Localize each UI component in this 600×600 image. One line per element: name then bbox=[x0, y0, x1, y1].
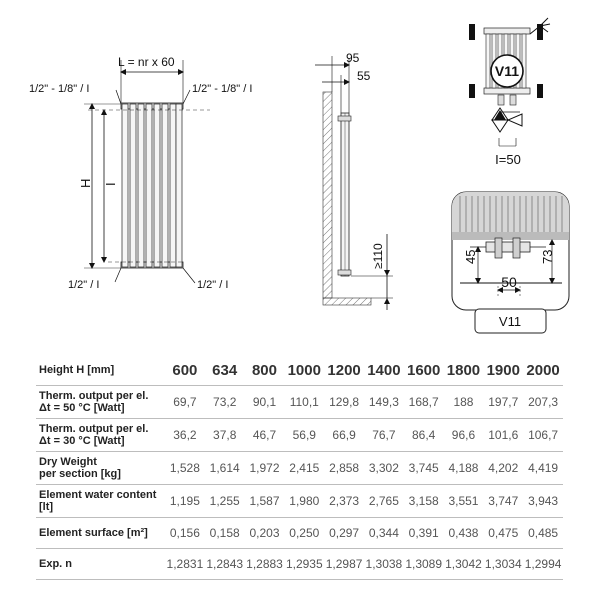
table-cell: 46,7 bbox=[252, 428, 277, 442]
height-column: 1600 bbox=[406, 361, 441, 379]
table-cell: 197,7 bbox=[488, 395, 519, 409]
table-row bbox=[36, 419, 563, 452]
row-label: Therm. output per el. Δt = 30 °C [Watt] bbox=[39, 423, 149, 447]
valve-view bbox=[469, 18, 550, 167]
table-cell: 56,9 bbox=[292, 428, 316, 442]
specification-table bbox=[36, 355, 563, 580]
table-cell: 101,6 bbox=[488, 428, 519, 442]
table-cell: 0,438 bbox=[448, 526, 479, 540]
table-cell: 188 bbox=[453, 395, 474, 409]
table-cell: 1,614 bbox=[209, 461, 240, 475]
table-cell: 1,3042 bbox=[445, 557, 482, 571]
table-cell: 1,2883 bbox=[246, 557, 283, 571]
table-cell: 149,3 bbox=[368, 395, 399, 409]
table-cell: 86,4 bbox=[412, 428, 436, 442]
table-cell: 69,7 bbox=[173, 395, 197, 409]
valve-spacing-label: I=50 bbox=[495, 152, 521, 167]
inner-height-label: I bbox=[103, 182, 118, 186]
table-cell: 0,156 bbox=[169, 526, 200, 540]
height-label: H bbox=[78, 178, 93, 188]
table-cell: 0,203 bbox=[249, 526, 280, 540]
table-cell: 168,7 bbox=[408, 395, 439, 409]
table-cell: 1,3038 bbox=[365, 557, 403, 571]
table-cell: 76,7 bbox=[372, 428, 396, 442]
table-cell: 1,195 bbox=[169, 494, 200, 508]
depth-outer-label: 95 bbox=[346, 51, 360, 65]
table-cell: 1,972 bbox=[249, 461, 280, 475]
table-row bbox=[36, 549, 563, 580]
detail-dim-center: 50 bbox=[501, 274, 517, 290]
connection-bottom-left: 1/2" / I bbox=[68, 279, 100, 291]
detail-dim-right: 73 bbox=[540, 249, 555, 264]
table-cell: 1,2843 bbox=[206, 557, 244, 571]
table-cell: 1,2994 bbox=[524, 557, 562, 571]
table-cell: 106,7 bbox=[528, 428, 559, 442]
row-label: Dry Weight per section [kg] bbox=[39, 456, 121, 480]
table-cell: 129,8 bbox=[329, 395, 360, 409]
table-cell: 2,765 bbox=[368, 494, 399, 508]
table-row bbox=[36, 485, 563, 518]
height-column: 1900 bbox=[486, 361, 520, 379]
floor-hatch bbox=[323, 298, 371, 305]
valve-detail-view bbox=[452, 192, 569, 333]
connection-bottom-right: 1/2" / I bbox=[197, 279, 229, 291]
header-label: Height H [mm] bbox=[39, 364, 115, 376]
height-column: 600 bbox=[172, 361, 198, 379]
table-cell: 0,475 bbox=[488, 526, 519, 540]
table-cell: 0,485 bbox=[528, 526, 559, 540]
connection-top-left: 1/2" - 1/8" / I bbox=[29, 83, 90, 95]
table-cell: 0,344 bbox=[368, 526, 399, 540]
table-cell: 37,8 bbox=[213, 428, 237, 442]
table-cell: 1,587 bbox=[249, 494, 280, 508]
table-cell: 0,297 bbox=[329, 526, 360, 540]
depth-inner-label: 55 bbox=[357, 69, 371, 83]
detail-dim-left: 45 bbox=[463, 249, 478, 264]
table-cell: 3,747 bbox=[488, 494, 519, 508]
table-cell: 73,2 bbox=[213, 395, 237, 409]
table-cell: 110,1 bbox=[289, 395, 319, 409]
row-label: Element surface [m²] bbox=[39, 527, 148, 539]
connection-top-right: 1/2" - 1/8" / I bbox=[192, 83, 253, 95]
height-column: 800 bbox=[251, 361, 277, 379]
height-column: 2000 bbox=[526, 361, 560, 379]
table-cell: 1,3034 bbox=[484, 557, 522, 571]
side-view bbox=[315, 51, 393, 310]
table-cell: 1,2987 bbox=[325, 557, 363, 571]
table-cell: 207,3 bbox=[528, 395, 559, 409]
table-cell: 90,1 bbox=[252, 395, 277, 409]
table-row bbox=[36, 386, 563, 419]
table-row bbox=[36, 518, 563, 549]
radiator-tubes bbox=[121, 103, 183, 268]
table-cell: 3,551 bbox=[448, 494, 479, 508]
table-cell: 0,250 bbox=[289, 526, 320, 540]
width-formula-label: L = nr x 60 bbox=[118, 55, 175, 69]
table-cell: 2,858 bbox=[329, 461, 360, 475]
front-view bbox=[29, 55, 252, 291]
table-cell: 1,255 bbox=[209, 494, 240, 508]
wall-hatch bbox=[323, 92, 332, 298]
table-cell: 1,528 bbox=[169, 461, 200, 475]
table-cell: 3,302 bbox=[368, 461, 399, 475]
v11-badge: V11 bbox=[494, 63, 520, 79]
detail-v11-badge: V11 bbox=[498, 314, 522, 329]
table-cell: 1,3089 bbox=[405, 557, 443, 571]
table-cell: 0,158 bbox=[209, 526, 240, 540]
table-cell: 4,188 bbox=[448, 461, 479, 475]
table-cell: 66,9 bbox=[332, 428, 356, 442]
table-cell: 3,745 bbox=[408, 461, 439, 475]
row-label: Element water content [lt] bbox=[39, 489, 157, 513]
table-row bbox=[36, 452, 563, 485]
height-column: 1400 bbox=[367, 361, 401, 379]
table-cell: 96,6 bbox=[451, 428, 476, 442]
table-header-row bbox=[36, 355, 563, 386]
table-cell: 3,158 bbox=[408, 494, 439, 508]
row-label: Therm. output per el. Δt = 50 °C [Watt] bbox=[39, 390, 149, 414]
table-cell: 0,391 bbox=[408, 526, 439, 540]
table-cell: 3,943 bbox=[528, 494, 559, 508]
height-column: 1800 bbox=[446, 361, 481, 379]
height-column: 634 bbox=[212, 361, 238, 379]
table-cell: 4,202 bbox=[488, 461, 519, 475]
table-cell: 1,2935 bbox=[285, 557, 323, 571]
table-cell: 36,2 bbox=[173, 428, 197, 442]
table-cell: 1,2831 bbox=[166, 557, 204, 571]
height-column: 1200 bbox=[327, 361, 361, 379]
clearance-label: ≥110 bbox=[371, 243, 385, 269]
table-cell: 2,373 bbox=[329, 494, 360, 508]
table-cell: 2,415 bbox=[289, 461, 320, 475]
height-column: 1000 bbox=[287, 361, 321, 379]
table-cell: 4,419 bbox=[528, 461, 559, 475]
row-label: Exp. n bbox=[39, 558, 73, 570]
table-cell: 1,980 bbox=[289, 494, 320, 508]
